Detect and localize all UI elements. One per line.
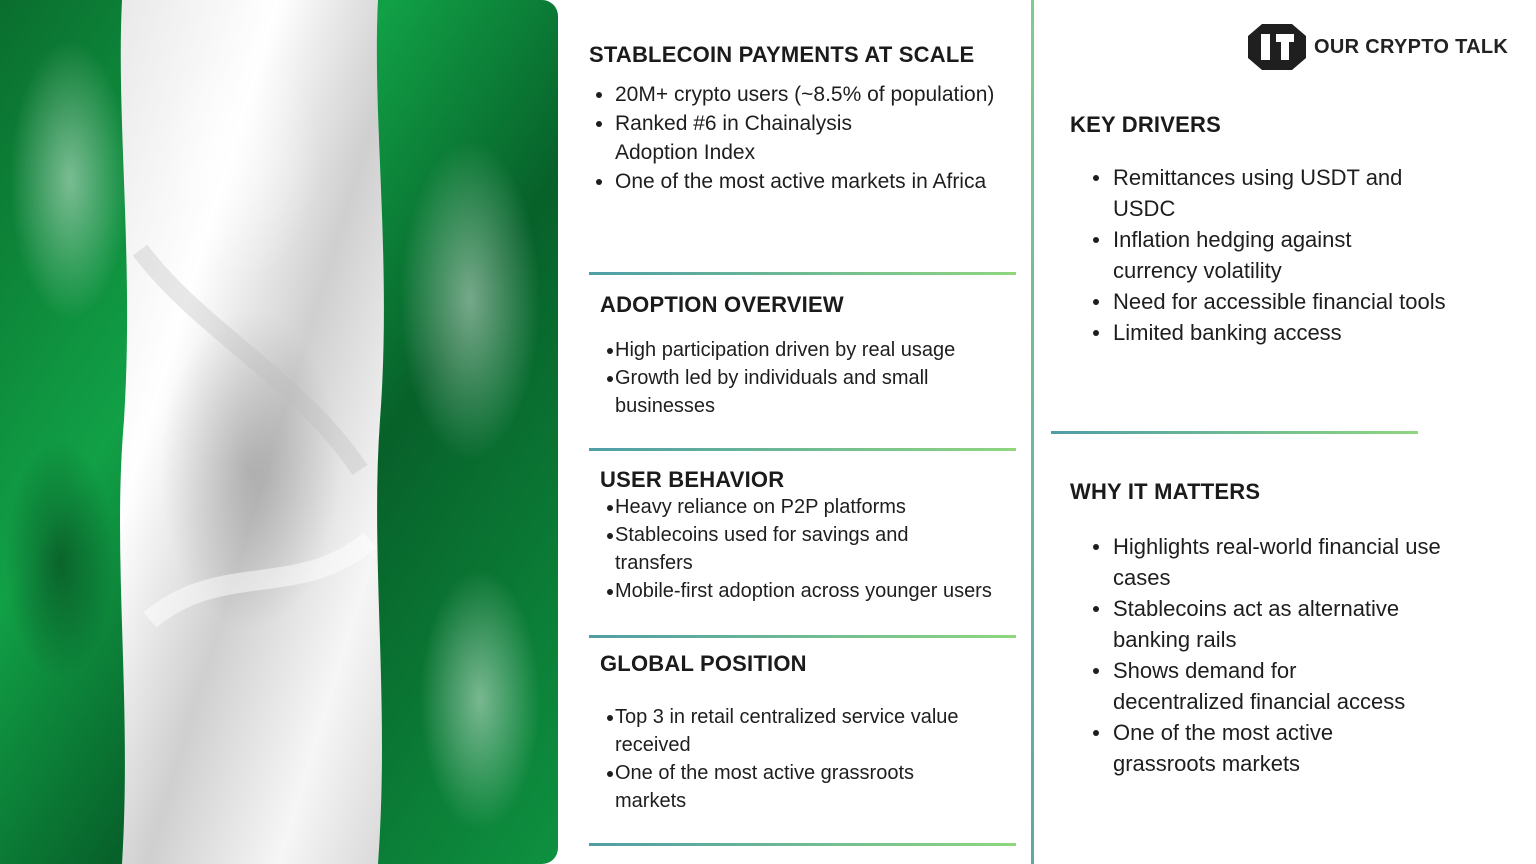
section-title: USER BEHAVIOR: [600, 467, 785, 492]
list-item: Stablecoins act as alternative banking rails: [1089, 593, 1449, 655]
list-item: Ranked #6 in Chainalysis Adoption Index: [589, 109, 1019, 167]
section-user-behavior: [600, 467, 1020, 605]
list-item: Shows demand for decentralized financial access: [1089, 655, 1449, 717]
section-title: WHY IT MATTERS: [1070, 479, 1261, 504]
list-item: Heavy reliance on P2P platforms: [600, 493, 1020, 521]
ct-monogram-logo-icon: [1248, 22, 1306, 72]
divider: [589, 272, 1016, 275]
bullet-list: [600, 493, 1020, 605]
brand-name: OUR CRYPTO TALK: [1314, 35, 1509, 58]
list-item: Remittances using USDT and USDC: [1089, 162, 1449, 224]
list-item: One of the most active grassroots markets: [1089, 717, 1449, 779]
section-title: STABLECOIN PAYMENTS AT SCALE: [589, 42, 975, 67]
list-item: Mobile-first adoption across younger users: [600, 577, 1020, 605]
bullet-list: [1089, 162, 1449, 348]
section-key-drivers: [1070, 112, 1470, 348]
section-title: ADOPTION OVERVIEW: [600, 292, 844, 317]
list-item: Top 3 in retail centralized service value received: [600, 703, 1020, 759]
list-item: High participation driven by real usage: [600, 336, 1020, 364]
section-adoption-overview: [600, 292, 1020, 420]
bullet-list: [589, 80, 1019, 196]
divider: [589, 635, 1016, 638]
column-divider: [1031, 0, 1034, 864]
bullet-list: [1089, 531, 1449, 779]
section-title: GLOBAL POSITION: [600, 651, 807, 676]
brand-logo: [1248, 22, 1508, 72]
section-global-position: [600, 651, 1020, 815]
bullet-list: [600, 336, 1020, 420]
list-item: Growth led by individuals and small businesses: [600, 364, 1020, 420]
nigeria-flag-image: [0, 0, 558, 864]
list-item: 20M+ crypto users (~8.5% of population): [589, 80, 1019, 109]
list-item: Stablecoins used for savings and transfers: [600, 521, 1020, 577]
section-stablecoin-payments: [589, 42, 1019, 196]
list-item: Inflation hedging against currency volatility: [1089, 224, 1449, 286]
flag-icon: [0, 0, 558, 864]
section-why-it-matters: [1070, 479, 1470, 779]
list-item: Need for accessible financial tools: [1089, 286, 1449, 317]
divider: [589, 843, 1016, 846]
section-title: KEY DRIVERS: [1070, 112, 1221, 137]
list-item: One of the most active markets in Africa: [589, 167, 1019, 196]
bullet-list: [600, 703, 1020, 815]
list-item: Highlights real-world financial use cases: [1089, 531, 1449, 593]
divider: [589, 448, 1016, 451]
list-item: One of the most active grassroots markets: [600, 759, 1020, 815]
divider: [1051, 431, 1418, 434]
list-item: Limited banking access: [1089, 317, 1449, 348]
